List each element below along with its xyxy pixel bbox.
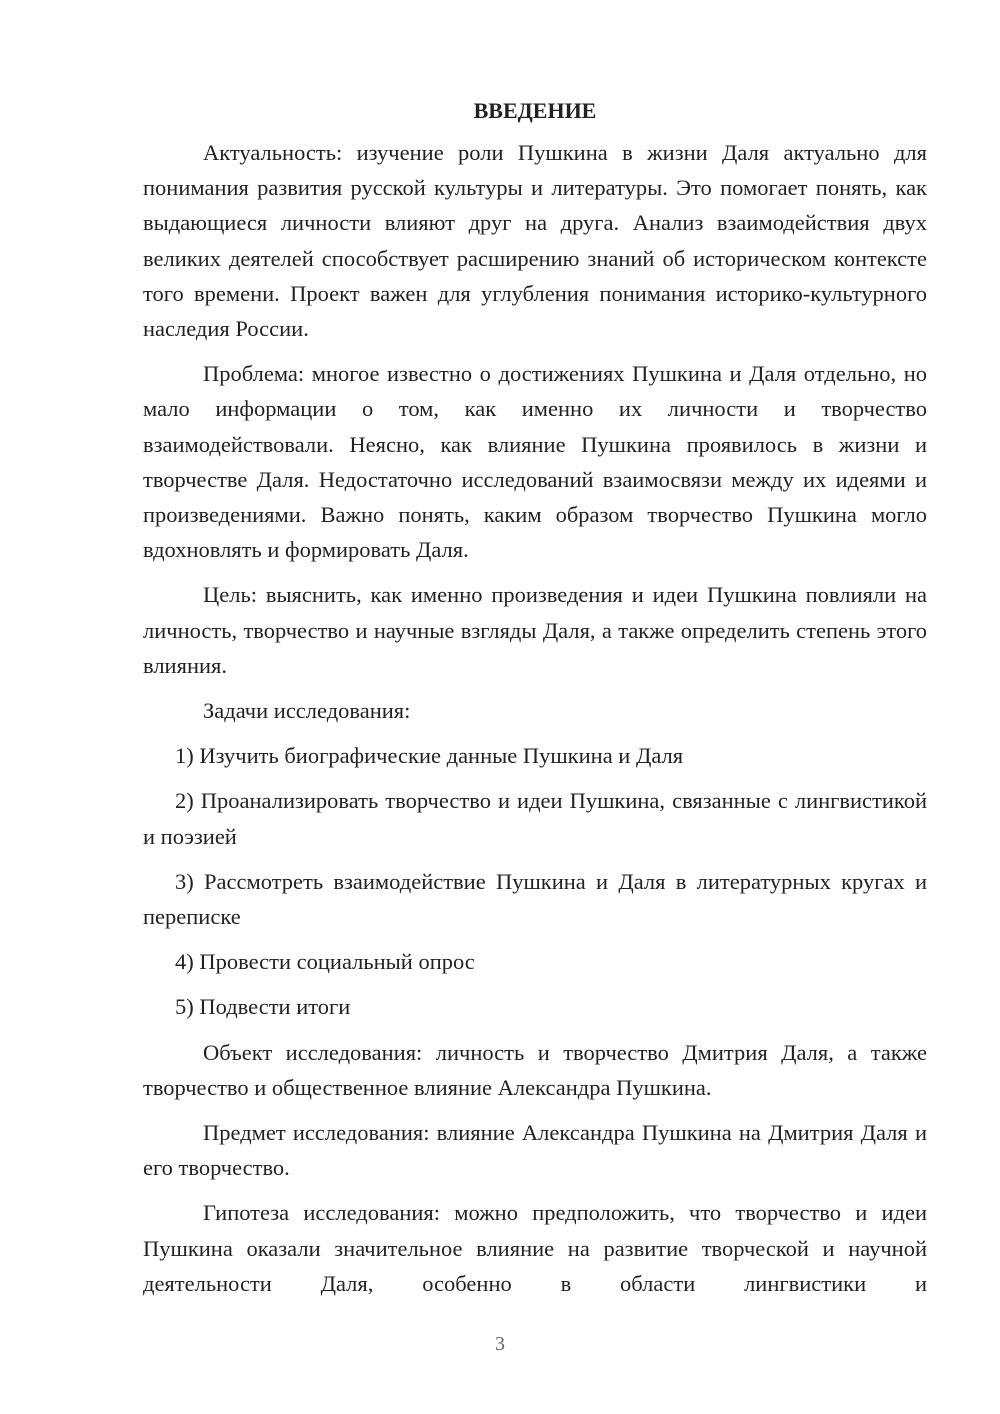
paragraph-tasks-title: Задачи исследования: bbox=[203, 698, 411, 724]
list-item-task-4: 4) Провести социальный опрос bbox=[175, 949, 475, 975]
list-item-task-3: 3) Рассмотреть взаимодействие Пушкина и Даля в литературных кругах и переписке bbox=[143, 868, 927, 930]
paragraph-relevance: Актуальность: изучение роли Пушкина в жизни Даля актуально для понимания развития русской культуры и литературы. Это помогает понять, как выдающиеся личности влияют друг на друга. Анализ взаимодействия двух великих деятелей способствует расширению знаний об историческом контексте того времени. Проект важен для углубления понимания историко-культурного наследия России. bbox=[143, 140, 927, 342]
paragraph-problem: Проблема: многое известно о достижениях Пушкина и Даля отдельно, но мало информации о том, как именно их личности и творчество взаимодействовали. Неясно, как влияние Пушкина проявилось в жизни и творчестве Даля. Недостаточно исследований взаимосвязи между их идеями и произведениями. Важно понять, каким образом творчество Пушкина могло вдохновлять и формировать Даля. bbox=[143, 361, 927, 563]
list-item-task-5: 5) Подвести итоги bbox=[175, 994, 351, 1020]
paragraph-goal: Цель: выяснить, как именно произведения и идеи Пушкина повлияли на личность, творчество и научные взгляды Даля, а также определить степень этого влияния. bbox=[143, 582, 927, 678]
list-item-task-1: 1) Изучить биографические данные Пушкина и Даля bbox=[175, 743, 684, 769]
section-heading: ВВЕДЕНИЕ bbox=[473, 98, 597, 123]
document-page bbox=[143, 95, 927, 1311]
paragraph-object: Объект исследования: личность и творчество Дмитрия Даля, а также творчество и общественное влияние Александра Пушкина. bbox=[143, 1039, 927, 1100]
paragraph-hypothesis: Гипотеза исследования: можно предположить, что творчество и идеи Пушкина оказали значительное влияние на развитие творческой и научной деятельности Даля, особенно в области лингвистики и bbox=[143, 1200, 927, 1296]
page-number: 3 bbox=[495, 1333, 505, 1355]
paragraph-subject: Предмет исследования: влияние Александра Пушкина на Дмитрия Даля и его творчество. bbox=[143, 1120, 927, 1181]
list-item-task-2: 2) Проанализировать творчество и идеи Пушкина, связанные с лингвистикой и поэзией bbox=[143, 788, 927, 849]
